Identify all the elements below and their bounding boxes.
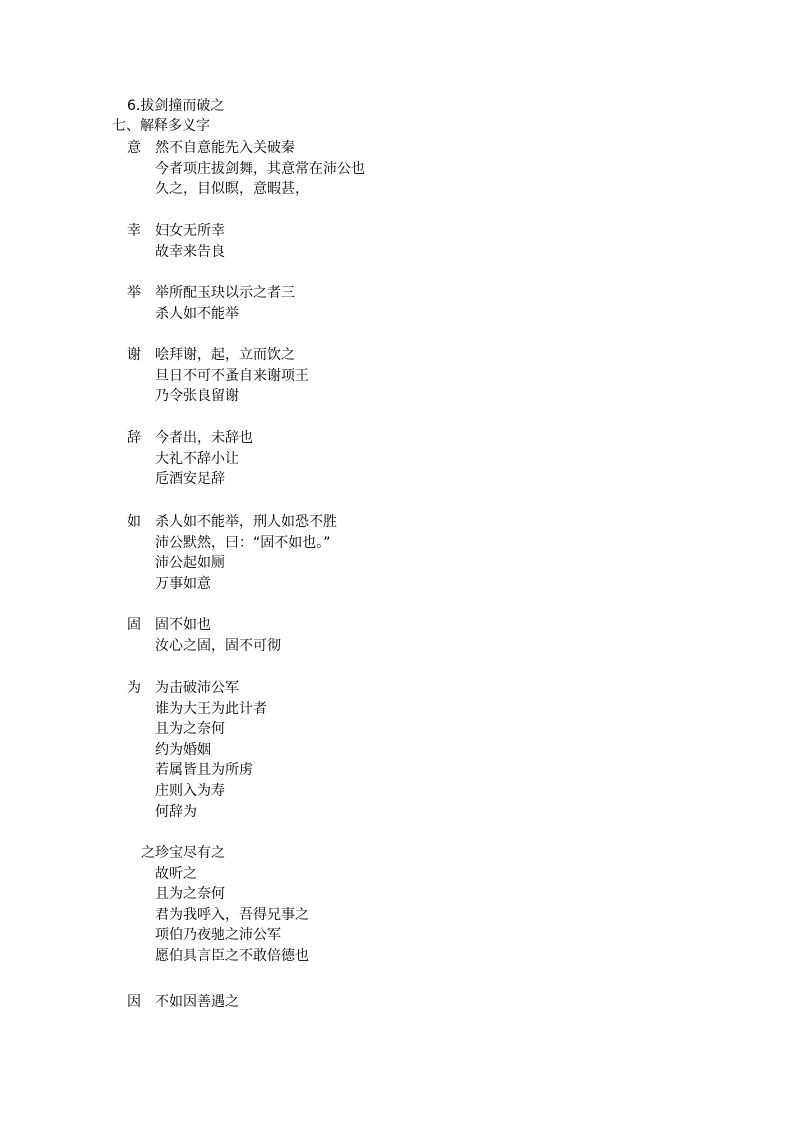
entry-char: 举 <box>127 285 141 301</box>
entry-example: 君为我呼入，吾得兄事之 <box>155 906 309 923</box>
entry-char: 因 <box>127 994 141 1010</box>
entry-example: 愿伯具言臣之不敢倍德也 <box>155 948 309 964</box>
entry-example: 珍宝尽有之 <box>155 845 225 861</box>
entry-char: 意 <box>127 140 141 156</box>
entry-example: 今者出，未辞也 <box>155 430 253 446</box>
entry-example: 哙拜谢，起，立而饮之 <box>155 347 295 363</box>
section-heading: 七、解释多义字 <box>112 118 210 134</box>
entry-example: 且为之奈何 <box>155 721 225 738</box>
entry-char: 为 <box>127 680 141 696</box>
entry-example: 故幸来告良 <box>155 243 225 260</box>
entry-example: 沛公起如厕 <box>155 555 225 572</box>
entry-example: 然不自意能先入关破秦 <box>155 140 295 156</box>
entry-char: 之 <box>141 845 155 861</box>
entry-char: 辞 <box>127 430 141 446</box>
entry-example: 汝心之固，固不可彻 <box>155 637 281 654</box>
entry-char: 谢 <box>127 347 141 363</box>
entry-example: 故听之 <box>155 865 197 882</box>
entry-example: 固不如也 <box>155 617 211 633</box>
entry-example: 且为之奈何 <box>155 886 225 903</box>
entry-example: 约为婚姻 <box>155 741 211 758</box>
entry-example: 卮酒安足辞 <box>155 471 225 488</box>
entry-example: 乃令张良留谢 <box>155 388 239 405</box>
entry-example: 杀人如不能举，刑人如恐不胜 <box>155 514 337 530</box>
entry-example: 若属皆且为所虏 <box>155 762 253 779</box>
entry-example: 谁为大王为此计者 <box>155 700 267 717</box>
entry-example: 万事如意 <box>155 575 211 592</box>
entry-example: 妇女无所幸 <box>155 223 225 239</box>
intro-line: 6.拔剑撞而破之 <box>127 98 225 114</box>
entry-example: 久之，目似瞑，意暇甚， <box>155 181 309 198</box>
entry-example: 项伯乃夜驰之沛公军 <box>155 927 281 944</box>
entry-example: 旦日不可不蚤自来谢项王 <box>155 367 309 384</box>
entry-example: 大礼不辞小让 <box>155 450 239 467</box>
entry-example: 为击破沛公军 <box>155 680 239 696</box>
entry-char: 固 <box>127 617 141 633</box>
entry-example: 举所配玉玦以示之者三 <box>155 285 295 301</box>
entry-example: 不如因善遇之 <box>155 994 239 1010</box>
entry-example: 沛公默然，曰：“固不如也。” <box>155 534 331 551</box>
entry-example: 今者项庄拔剑舞，其意常在沛公也 <box>155 160 365 177</box>
entry-char: 如 <box>127 514 141 530</box>
entry-example: 何辞为 <box>155 803 197 820</box>
entry-example: 庄则入为寿 <box>155 783 225 799</box>
entry-char: 幸 <box>127 223 141 239</box>
entry-example: 杀人如不能举 <box>155 305 239 322</box>
